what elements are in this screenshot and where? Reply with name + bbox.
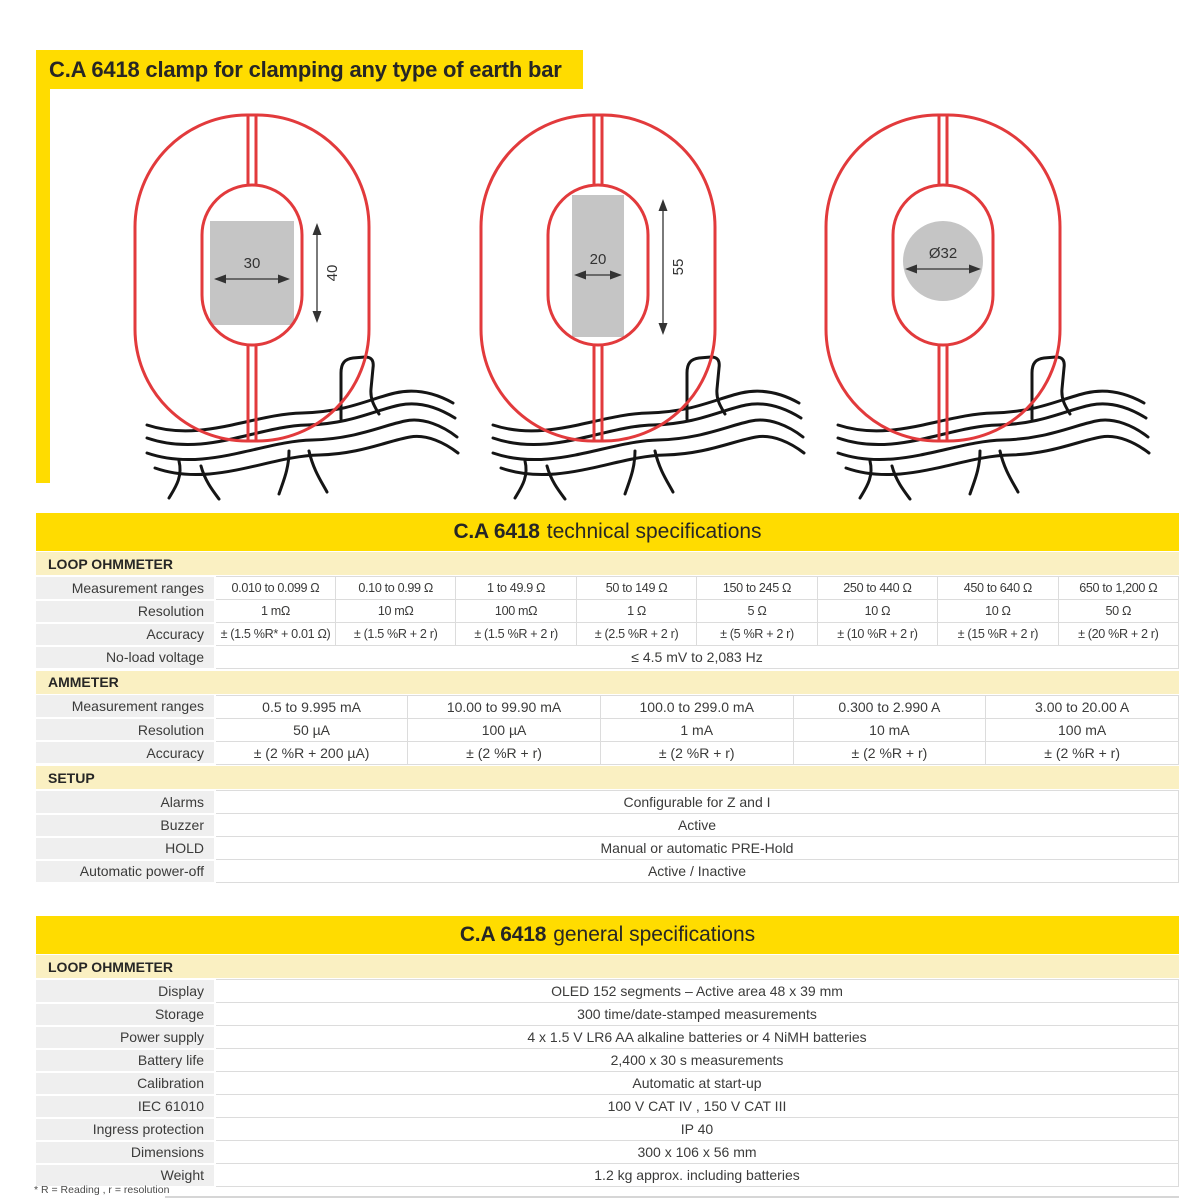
left-accent-bar — [36, 89, 50, 483]
row-label: Automatic power-off — [36, 860, 215, 883]
row-value: Configurable for Z and I — [215, 791, 1179, 814]
spec-value-cell: 100 µA — [408, 718, 601, 741]
spec-value-cell: 100 mA — [986, 718, 1179, 741]
spec-value-cell: ± (2 %R + r) — [408, 741, 601, 764]
spec-row — [36, 1095, 1179, 1118]
spec-value-cell: 650 to 1,200 Ω — [1058, 577, 1178, 600]
clamp-diagram-circle-32 — [808, 109, 1168, 504]
spec-value-cell: ± (5 %R + 2 r) — [697, 623, 817, 646]
row-label: HOLD — [36, 837, 215, 860]
spec-row — [36, 837, 1179, 860]
row-label: Display — [36, 980, 215, 1003]
general-specs-heading-text: general specifications — [553, 923, 756, 946]
general-specs-heading — [36, 916, 1179, 954]
spec-value-cell: 100 mΩ — [456, 600, 576, 623]
spec-value-cell: ± (1.5 %R* + 0.01 Ω) — [215, 623, 335, 646]
technical-specifications — [36, 513, 1179, 884]
row-value: OLED 152 segments – Active area 48 x 39 mm — [215, 980, 1179, 1003]
page-title-text: C.A 6418 clamp for clamping any type of earth bar — [49, 56, 562, 82]
spec-value-cell: ± (1.5 %R + 2 r) — [456, 623, 576, 646]
spec-row — [36, 860, 1179, 883]
section-ammeter: AMMETER — [36, 671, 1179, 694]
spec-value-cell: ± (20 %R + 2 r) — [1058, 623, 1178, 646]
spec-value-cell: 250 to 440 Ω — [817, 577, 937, 600]
section-setup: SETUP — [36, 766, 1179, 789]
height-dimension-arrow — [659, 199, 668, 335]
row-value: Manual or automatic PRE-Hold — [215, 837, 1179, 860]
row-label: Alarms — [36, 791, 215, 814]
spec-row — [36, 1049, 1179, 1072]
spec-value-cell: 1 Ω — [576, 600, 696, 623]
spec-row — [36, 718, 1179, 741]
spec-value-cell: 5 Ω — [697, 600, 817, 623]
spec-row — [36, 814, 1179, 837]
spec-row — [36, 600, 1179, 623]
spec-value-cell: 0.010 to 0.099 Ω — [215, 577, 335, 600]
spec-value-cell: 0.5 to 9.995 mA — [215, 695, 408, 718]
spec-value-cell: 3.00 to 20.00 A — [986, 695, 1179, 718]
spec-row — [36, 695, 1179, 718]
row-label: Measurement ranges — [36, 577, 215, 600]
height-dimension-arrow — [313, 223, 322, 323]
general-specs-table — [36, 979, 1179, 1188]
section-loop-ohmmeter-general: LOOP OHMMETER — [36, 955, 1179, 978]
row-value: Active / Inactive — [215, 860, 1179, 883]
tech-specs-heading-model: C.A 6418 — [453, 520, 540, 543]
tech-specs-heading — [36, 513, 1179, 551]
diameter-dimension-label: Ø32 — [928, 245, 958, 262]
row-label: Measurement ranges — [36, 695, 215, 718]
row-label: No-load voltage — [36, 646, 215, 669]
clamp-diagram-rect-20x55 — [463, 109, 823, 504]
row-value: ≤ 4.5 mV to 2,083 Hz — [215, 646, 1179, 669]
bottom-divider — [165, 1196, 1179, 1198]
spec-value-cell: 150 to 245 Ω — [697, 577, 817, 600]
row-label: Dimensions — [36, 1141, 215, 1164]
general-specifications — [36, 916, 1179, 1188]
setup-table — [36, 790, 1179, 884]
spec-row — [36, 577, 1179, 600]
spec-value-cell: 50 Ω — [1058, 600, 1178, 623]
general-specs-heading-model: C.A 6418 — [459, 923, 547, 946]
spec-value-cell: 10 mΩ — [335, 600, 455, 623]
spec-value-cell: 10 Ω — [938, 600, 1058, 623]
row-label: Power supply — [36, 1026, 215, 1049]
section-loop-ohmmeter: LOOP OHMMETER — [36, 552, 1179, 575]
spec-row — [36, 791, 1179, 814]
page-title — [36, 50, 583, 89]
spec-value-cell: 1 to 49.9 Ω — [456, 577, 576, 600]
tech-specs-heading-text: technical specifications — [546, 520, 762, 543]
row-value: Active — [215, 814, 1179, 837]
spec-value-cell: 10.00 to 99.90 mA — [408, 695, 601, 718]
row-label: Accuracy — [36, 741, 215, 764]
spec-value-cell: ± (2.5 %R + 2 r) — [576, 623, 696, 646]
ammeter-table — [36, 695, 1179, 766]
row-value: 100 V CAT IV , 150 V CAT III — [215, 1095, 1179, 1118]
row-value: Automatic at start-up — [215, 1072, 1179, 1095]
spec-row — [36, 1141, 1179, 1164]
spec-value-cell: 1 mΩ — [215, 600, 335, 623]
spec-value-cell: ± (2 %R + r) — [986, 741, 1179, 764]
spec-value-cell: ± (2 %R + 200 µA) — [215, 741, 408, 764]
spec-value-cell: ± (2 %R + r) — [793, 741, 986, 764]
row-value: 300 x 106 x 56 mm — [215, 1141, 1179, 1164]
row-value: 1.2 kg approx. including batteries — [215, 1164, 1179, 1187]
spec-row — [36, 1118, 1179, 1141]
spec-value-cell: 10 mA — [793, 718, 986, 741]
height-dimension-label: 40 — [324, 264, 341, 282]
spec-row — [36, 980, 1179, 1003]
spec-value-cell: 50 µA — [215, 718, 408, 741]
row-value: 4 x 1.5 V LR6 AA alkaline batteries or 4 NiMH batteries — [215, 1026, 1179, 1049]
spec-value-cell: 0.10 to 0.99 Ω — [335, 577, 455, 600]
spec-value-cell: ± (10 %R + 2 r) — [817, 623, 937, 646]
row-value: IP 40 — [215, 1118, 1179, 1141]
spec-row — [36, 741, 1179, 764]
loop-ohmmeter-table — [36, 576, 1179, 670]
row-label: IEC 61010 — [36, 1095, 215, 1118]
spec-row — [36, 1164, 1179, 1187]
row-label: Resolution — [36, 600, 215, 623]
spec-value-cell: ± (15 %R + 2 r) — [938, 623, 1058, 646]
row-value: 2,400 x 30 s measurements — [215, 1049, 1179, 1072]
spec-value-cell: 10 Ω — [817, 600, 937, 623]
spec-row — [36, 646, 1179, 669]
spec-value-cell: 1 mA — [600, 718, 793, 741]
row-value: 300 time/date-stamped measurements — [215, 1003, 1179, 1026]
spec-row — [36, 1003, 1179, 1026]
spec-value-cell: ± (1.5 %R + 2 r) — [335, 623, 455, 646]
row-label: Buzzer — [36, 814, 215, 837]
row-label: Ingress protection — [36, 1118, 215, 1141]
width-dimension-label: 20 — [589, 251, 607, 268]
row-label: Battery life — [36, 1049, 215, 1072]
clamp-diagram-rect-30x40 — [117, 109, 477, 504]
row-label: Storage — [36, 1003, 215, 1026]
row-label: Weight — [36, 1164, 215, 1187]
spec-value-cell: 100.0 to 299.0 mA — [600, 695, 793, 718]
spec-value-cell: 50 to 149 Ω — [576, 577, 696, 600]
row-label: Calibration — [36, 1072, 215, 1095]
spec-value-cell: 0.300 to 2.990 A — [793, 695, 986, 718]
height-dimension-label: 55 — [670, 258, 687, 276]
spec-row — [36, 623, 1179, 646]
footnote: * R = Reading , r = resolution — [34, 1184, 170, 1196]
width-dimension-label: 30 — [243, 255, 261, 272]
spec-row — [36, 1072, 1179, 1095]
bar-cross-section — [210, 221, 294, 325]
spec-row — [36, 1026, 1179, 1049]
row-label: Resolution — [36, 718, 215, 741]
spec-value-cell: ± (2 %R + r) — [600, 741, 793, 764]
spec-value-cell: 450 to 640 Ω — [938, 577, 1058, 600]
row-label: Accuracy — [36, 623, 215, 646]
